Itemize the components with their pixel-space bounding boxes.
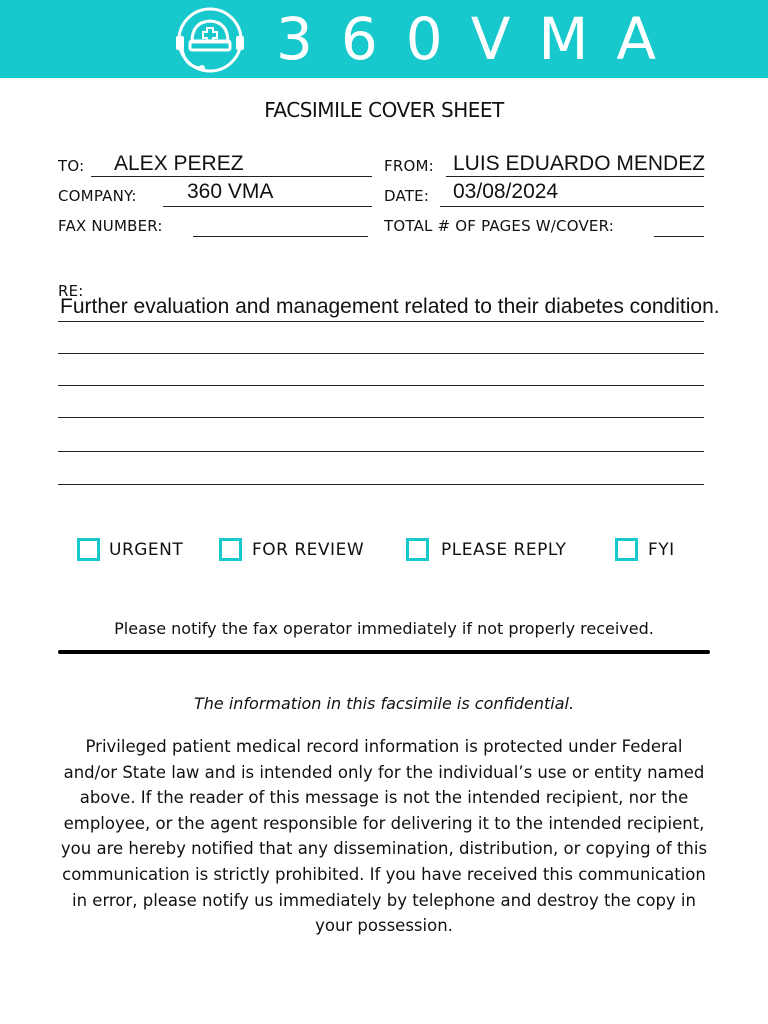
fyi-checkbox[interactable] [615,538,638,561]
company-field[interactable]: 360 VMA [187,180,274,203]
nurse-cap-headset-icon [170,4,250,76]
total-pages-field[interactable] [654,236,704,237]
date-underline [440,206,704,207]
page-title: FACSIMILE COVER SHEET [264,98,504,122]
re-line [58,451,704,452]
to-underline [91,176,372,177]
divider [58,650,710,654]
re-line [58,353,704,354]
from-underline [446,176,704,177]
re-line [58,484,704,485]
fax-number-label: FAX NUMBER: [58,217,163,235]
fyi-label: FYI [648,540,675,560]
disclaimer-text: Privileged patient medical record information is protected under Federal and/or State law and is intended only for the individual’s use or entity named above. If the reader of this message is not the intended recipient, nor the employee, or the agent responsible for delivering it to the intended recipient, you are hereby notified that any dissemination, distribution, or copying of this communication is strictly prohibited. If you have received this communication in error, please notify us immediately by telephone and destroy the copy in your possession. [60,737,708,936]
re-line [58,385,704,386]
urgent-label: URGENT [109,540,184,560]
re-label: RE: [58,282,84,300]
for-review-checkbox[interactable] [219,538,242,561]
please-reply-label: PLEASE REPLY [441,540,567,560]
to-label: TO: [58,157,85,175]
priority-options [0,537,768,567]
fax-number-field[interactable] [193,236,368,237]
urgent-checkbox[interactable] [77,538,100,561]
from-label: FROM: [384,157,434,175]
from-field[interactable]: LUIS EDUARDO MENDEZ [453,152,706,175]
for-review-label: FOR REVIEW [252,540,365,560]
date-field[interactable]: 03/08/2024 [453,180,559,203]
please-reply-checkbox[interactable] [406,538,429,561]
company-underline [163,206,372,207]
date-label: DATE: [384,187,430,205]
re-line [58,417,704,418]
to-field[interactable]: ALEX PEREZ [114,152,244,175]
brand-name: 360VMA [276,5,685,73]
fax-operator-notice: Please notify the fax operator immediately if not properly received. [114,619,654,638]
re-line [58,321,704,322]
total-pages-label: TOTAL # OF PAGES W/COVER: [384,217,615,235]
confidential-notice: The information in this facsimile is confidential. [193,694,575,713]
re-field[interactable]: Further evaluation and management related to their diabetes condition. [60,295,720,318]
header-banner [0,0,768,78]
company-label: COMPANY: [58,187,137,205]
